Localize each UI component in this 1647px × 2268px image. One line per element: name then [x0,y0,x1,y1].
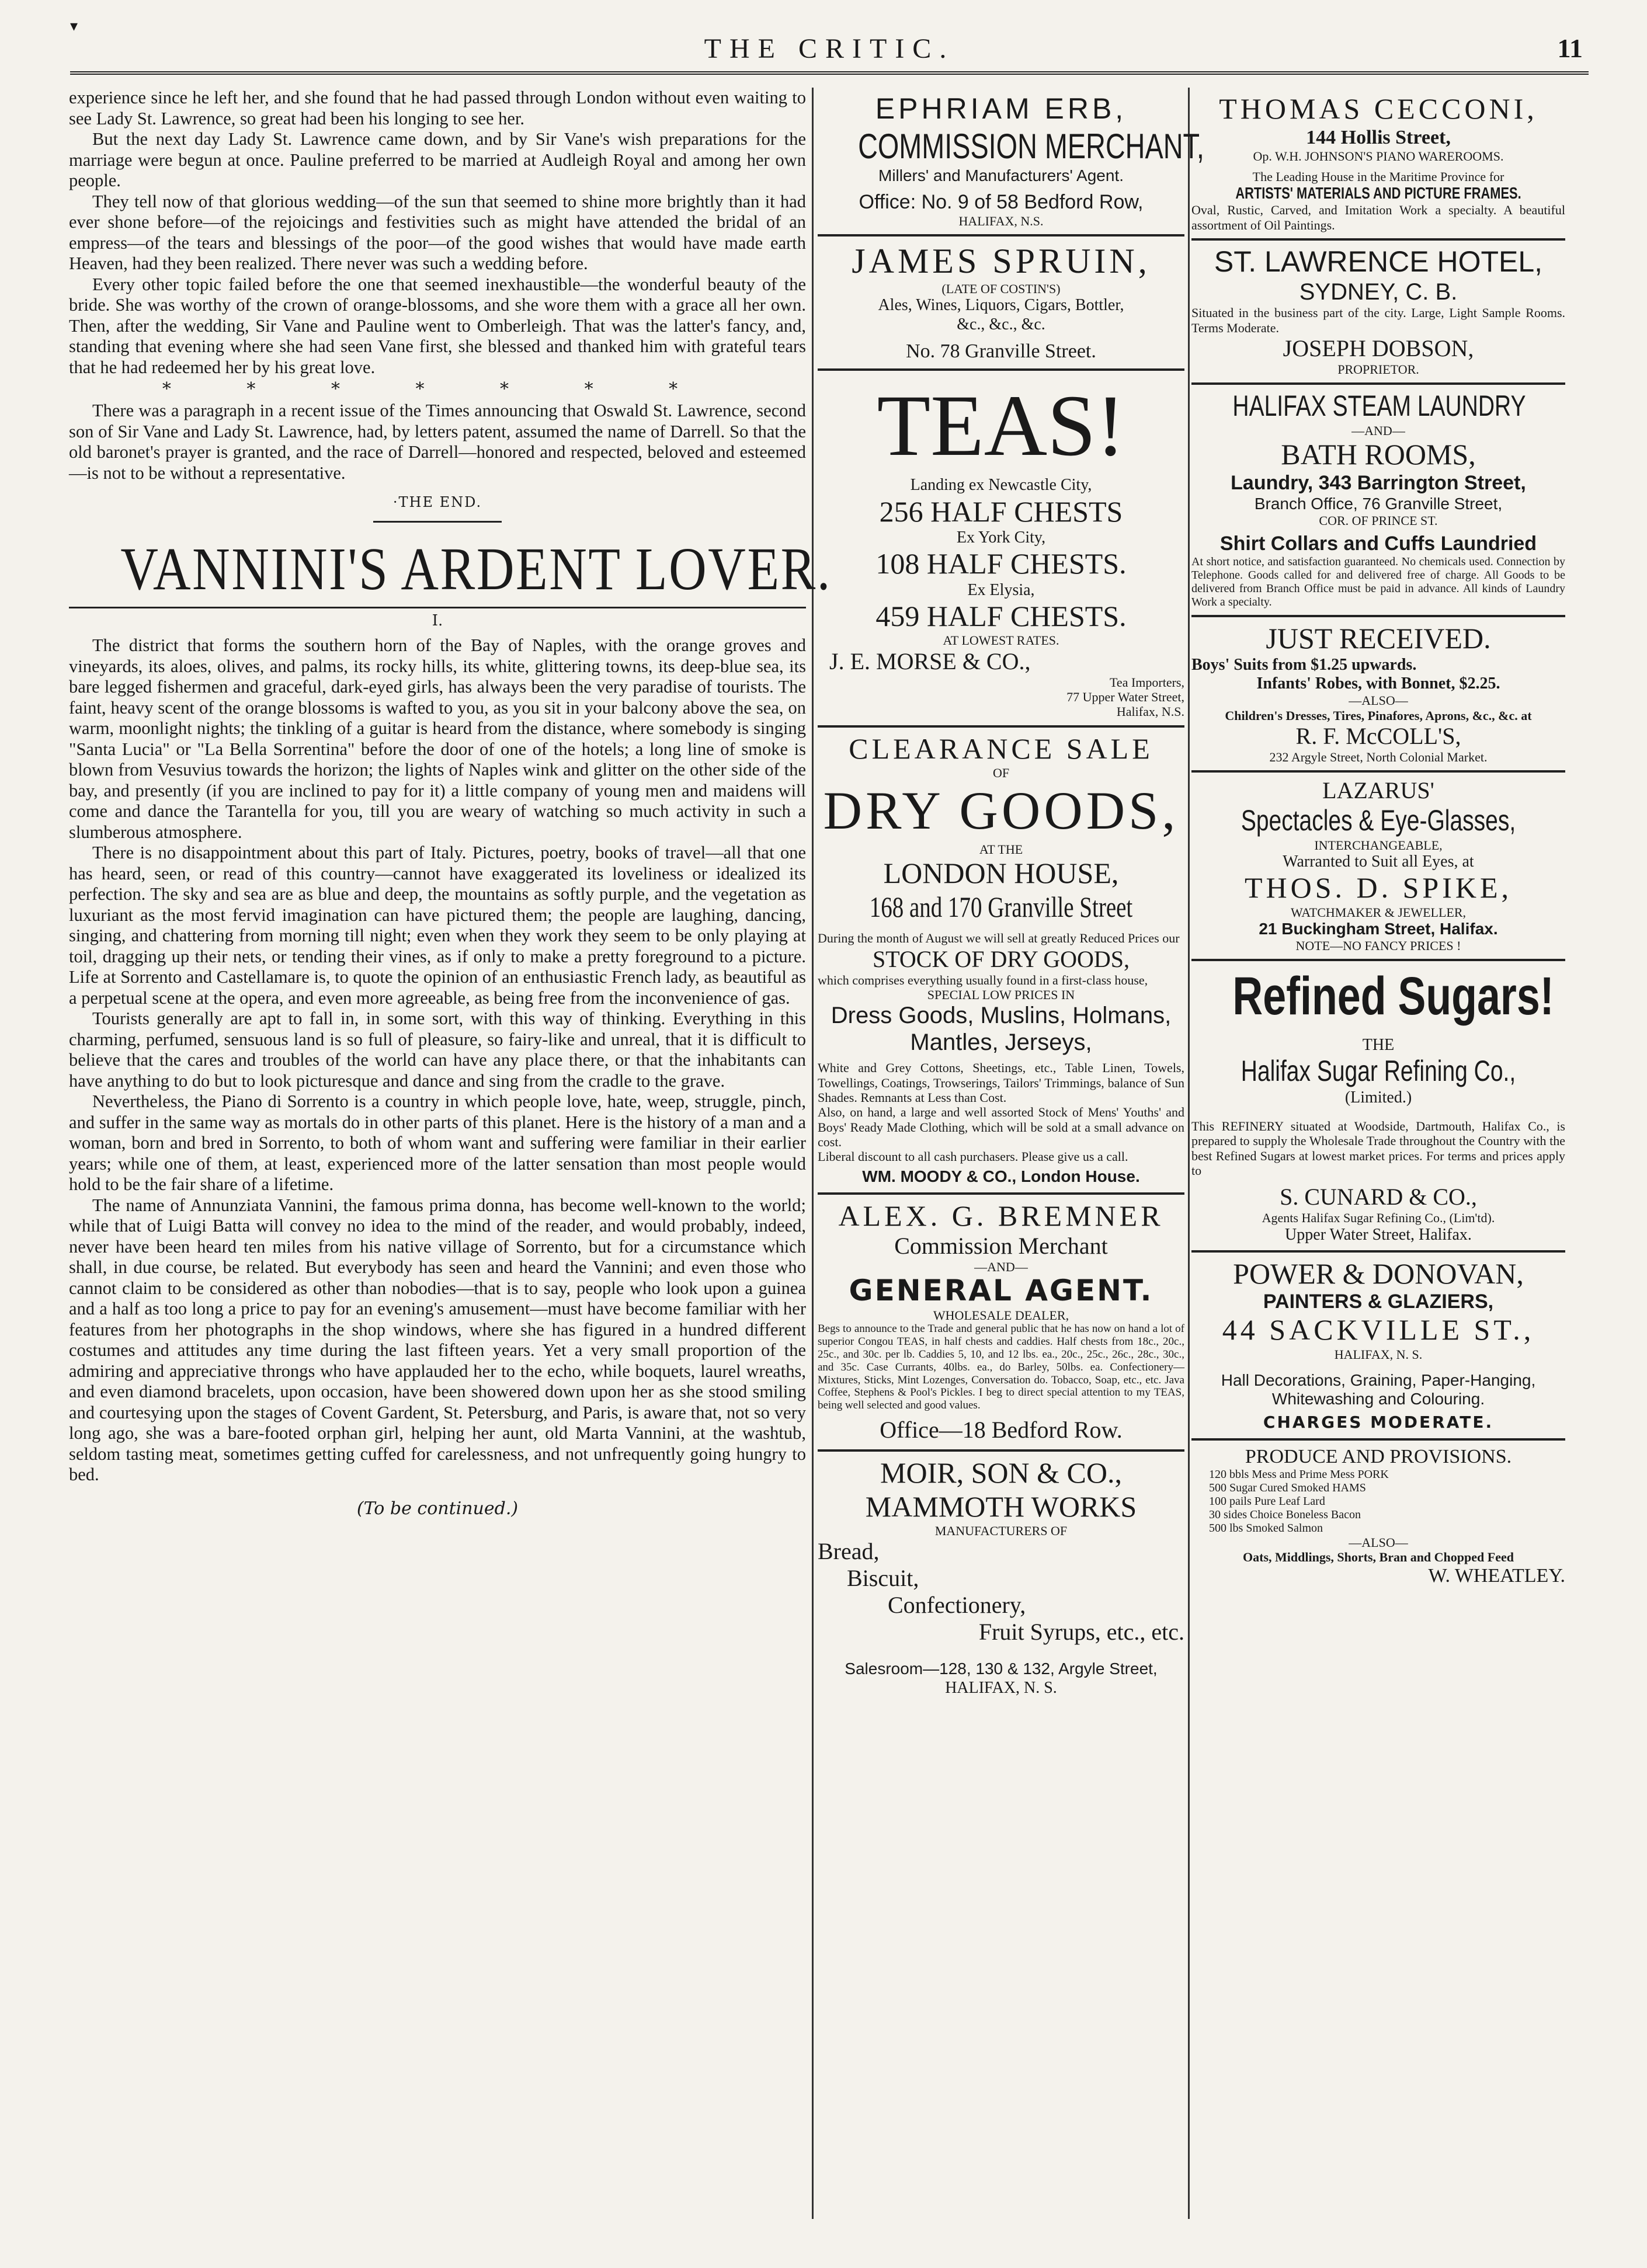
ad-text: Ex York City, [956,528,1046,547]
ad-text: HALIFAX, N.S. [958,213,1044,228]
column-rule-1 [812,88,814,2219]
ad-text: PAINTERS & GLAZIERS, [1263,1290,1494,1313]
story-paragraph: There was a paragraph in a recent issue of the Times announcing that Oswald St. Lawrence, second son of Sir Vane and Lady St. Lawrence, had, by letters patent, assumed the name of Darrell. So that the old baronet's prayer is granted, and the race of Darrell—honored and respected, beloved and esteemed—is not to be without a representative. [69,401,806,483]
ad-text: 500 Sugar Cured Smoked HAMS [1209,1481,1366,1494]
ad-heading: BATH ROOMS, [1281,438,1476,471]
ad-text: —ALSO— [1349,693,1408,708]
ad-text: SPECIAL LOW PRICES IN [927,987,1075,1003]
ad-text: The Leading House in the Maritime Province for [1252,169,1504,184]
ad-ephriam-erb [818,88,1204,236]
ad-text: OF [992,766,1010,781]
ad-spectacles [1191,773,1565,961]
ad-text: AT THE [979,842,1023,857]
ad-text: Bread, [818,1538,880,1565]
ad-text: WATCHMAKER & JEWELLER, [1290,905,1467,920]
ad-text: Begs to announce to the Trade and general public that he has now on hand a lot of superior Congou TEAS, in half chests and caddies. Half chests from 18c., 20c., 25c., and 30c. per lb. Caddies 5, 10, and 12 lbs. ea., 20c., 25c., 26c., 28c., 30c., and 35c. Case Currants, 40lbs. ea., do Barley, 50lbs. ea. Confectionery—Mixtures, Sticks, Mint Lozenges, Conversation do. Tobacco, Soap, etc., etc. Java Coffee, Stephens & Pool's Pickles. I beg to direct special attention to my TEAS, being well selected and good values. [818,1323,1184,1412]
ad-text: Oval, Rustic, Carved, and Imitation Work a specialty. A beautiful assortment of Oil Paintings. [1191,203,1565,232]
ad-text: (LATE OF COSTIN'S) [941,281,1061,297]
ad-text: Ex Elysia, [967,580,1035,599]
ad-clearance-sale [818,728,1184,1195]
ad-text: Ales, Wines, Liquors, Cigars, Bottler, [878,296,1124,315]
ad-text: 77 Upper Water Street, [1066,690,1184,704]
ad-heading: S. CUNARD & CO., [1280,1184,1477,1210]
ad-heading: R. F. McCOLL'S, [1295,722,1461,749]
ad-text: Halifax, N.S. [1116,704,1184,719]
ad-bremner [818,1195,1184,1452]
ad-heading: Refined Sugars! [1232,966,1554,1027]
ad-text: White and Grey Cottons, Sheetings, etc., Table Linen, Towels, Towellings, Coatings, Trowserings, Tailors' Trimmings, balance of Sun Shades. Remnants at Less than Cost. [818,1060,1184,1105]
page-number: 11 [1557,33,1583,63]
ad-heading: POWER & DONOVAN, [1233,1257,1524,1290]
ad-heading: LONDON HOUSE, [883,857,1119,890]
ad-heading: JAMES SPRUIN, [852,242,1151,281]
story-paragraph: But the next day Lady St. Lawrence came down, and by Sir Vane's wish preparations for the marriage were begun at once. Pauline preferred to be married at Audleigh Royal and among her own people. [69,129,806,190]
story-paragraph: There is no disappointment about this part of Italy. Pictures, poetry, books of travel—all that one has heard, seen, or read of this country—cannot have exaggerated its loveliness or idealized its perfection. The sky and sea are as blue and deep, the mountains as softly purple, and the vegetation as luxuriant as the most fervid imagination can have pictured them; the people are laughing, dancing, singing, and chattering from morning till night; even when they work they seem to be only playing at toil, dragging up their nets, or tending their vines, as if only to make a pretty foreground to a picture. Life at Sorrento and Castellamare is, to quote the opinion of an enthusiastic French lady, as beautiful as a perpetual scene at the opera, and even more agreeable, as being free from the inconvenience of gas. [69,843,806,1008]
ad-heading: TEAS! [877,377,1125,474]
ad-heading: ST. LAWRENCE HOTEL, [1214,245,1543,278]
ad-text: INTERCHANGEABLE, [1314,837,1443,853]
ad-text: No. 78 Granville Street. [906,340,1096,362]
chapter-number: I. [432,612,443,629]
ad-text: MANUFACTURERS OF [934,1523,1068,1539]
ad-text: Tea Importers, [1110,674,1184,690]
ad-text: Warranted to Suit all Eyes, at [1283,852,1474,871]
ad-heading: SYDNEY, C. B. [1299,279,1458,305]
ad-heading: CLEARANCE SALE [849,732,1153,765]
newspaper-title: THE CRITIC. [704,33,955,64]
ad-heading: STOCK OF DRY GOODS, [872,945,1130,972]
ad-heading: MOIR, SON & CO., [880,1456,1122,1490]
ad-text: 500 lbs Smoked Salmon [1209,1521,1323,1535]
separator-rule [373,521,502,523]
ad-produce-provisions [1191,1441,1565,1594]
ad-mccolls [1191,617,1565,773]
ad-thomas-cecconi [1191,88,1565,241]
ad-teas [818,371,1184,728]
ad-power-donovan [1191,1253,1565,1441]
ad-heading: Spectacles & Eye-Glasses, [1241,804,1516,837]
story-paragraph: The district that forms the southern horn of the Bay of Naples, with the orange groves and vineyards, its aloes, olives, and palms, its rocky hills, its white, glittering towns, its deep-blue sea, its bare legged fishermen and graceful, dark-eyed girls, has always been the very paradise of tourists. The faint, heavy scent of the orange blossoms is wafted to you, as you sit in your balcony above the sea, on warm, moonlight nights; the tinkling of a guitar is heard from the distance, where somebody is singing "Santa Lucia" or "La Bella Sorrentina" before the door of one of the hotels; a long line of smoke is blown from Vesuvius towards the horizon; the lights of Naples wink and glitter on the other side of the bay, and presently (if you are inclined to pay for it) a little company of young men and maidens will come and dance the Tarantella for you, till you are weary of watching so much activity in such a slumberous atmosphere. [69,635,806,842]
ad-text: Fruit Syrups, etc., etc. [978,1619,1184,1646]
ad-firm: WM. MOODY & CO., London House. [862,1167,1140,1186]
ad-heading: Commission Merchant [894,1233,1108,1260]
ad-text: 100 pails Pure Leaf Lard [1209,1494,1325,1508]
ad-text: AT LOWEST RATES. [943,633,1059,648]
the-end-label: ·THE END. [392,494,482,510]
ad-text: Oats, Middlings, Shorts, Bran and Chopped Feed [1243,1550,1514,1565]
ad-heading: JUST RECEIVED. [1266,622,1491,655]
ad-text: Office—18 Bedford Row. [880,1417,1123,1443]
ad-heading: MAMMOTH WORKS [865,1490,1137,1523]
ad-text: (Limited.) [1344,1088,1412,1107]
ad-text: 144 Hollis Street, [1306,126,1451,148]
ad-text: —AND— [974,1260,1028,1275]
ad-text: PROPRIETOR. [1337,362,1419,377]
ad-text: Laundry, 343 Barrington Street, [1231,471,1526,494]
ad-heading: 168 and 170 Granville Street [869,890,1133,923]
ad-text: Salesroom—128, 130 & 132, Argyle Street, [845,1660,1158,1678]
ad-heading: ALEX. G. BREMNER [838,1199,1164,1232]
ad-text: Branch Office, 76 Granville Street, [1254,494,1503,513]
ad-heading: COMMISSION MERCHANT, [858,126,1204,166]
ad-firm: W. WHEATLEY. [1428,1565,1565,1587]
ad-text: 21 Buckingham Street, Halifax. [1259,919,1498,938]
ad-text: HALIFAX, N. S. [1334,1347,1423,1362]
story-title: VANNINI'S ARDENT LOVER. [120,535,832,603]
ad-text: —AND— [1351,423,1405,438]
ad-heading: EPHRIAM ERB, [875,92,1127,125]
ad-text: Also, on hand, a large and well assorted Stock of Mens' Youths' and Boys' Ready Made Clothing, which will be sold at a small advance on cost. [818,1105,1184,1149]
story-column [69,88,832,1519]
ad-heading: GENERAL AGENT. [849,1274,1153,1308]
ad-heading: LAZARUS' [1322,777,1434,804]
ad-text: Infants' Robes, with Bonnet, $2.25. [1256,674,1500,693]
ad-text: Op. W.H. JOHNSON'S PIANO WAREROOMS. [1253,148,1504,164]
corner-mark: ▾ [70,18,78,35]
ad-text: Liberal discount to all cash purchasers. Please give us a call. [818,1149,1128,1164]
masthead [70,30,1589,75]
ad-heading: HALIFAX STEAM LAUNDRY [1232,389,1526,423]
ad-heading: Dress Goods, Muslins, Holmans, Mantles, Jerseys, [831,1003,1172,1056]
story-paragraph: They tell now of that glorious wedding—of the sun that seemed to shine more brightly than it had ever shone before—of the rejoicings and festivities such as might have attended the bridal of an empress—of the tears and blessings of the poor—of the good wishes that would have made earth Heaven, had they been realized. There never was such a wedding before. [69,191,806,273]
story-paragraph: Nevertheless, the Piano di Sorrento is a country in which people love, hate, weep, struggle, pinch, and suffer in the same way as mortals do in other parts of this planet. Here is the history of a man and a woman, born and bred in Sorrento, to both of whom want and suffering were familiar in their earlier years; while one of them, at least, experienced more of the latter sensation than most people would hold to be the fair share of a lifetime. [69,1091,806,1194]
ad-heading: 108 HALF CHESTS. [875,547,1127,580]
story-paragraph: Tourists generally are apt to fall in, in some sort, with this way of thinking. Everything in this charming, perfumed, sensuous land is so full of pleasure, so fairy-like and unreal, that it is difficult to believe that the cares and troubles of the world can have any place there, or that the inhabitants can have anything to do but to look picturesque and dance and sing from the cradle to the grave. [69,1008,806,1091]
ad-text: Biscuit, [847,1565,919,1592]
ad-heading: 256 HALF CHESTS [879,495,1123,528]
ad-text: THE [1362,1036,1395,1055]
ad-text: Situated in the business part of the city. Large, Light Sample Rooms. Terms Moderate. [1191,305,1565,335]
story-paragraph: Every other topic failed before the one that seemed inexhaustible—the wonderful beauty of the bride. She was worthy of the crown of orange-blossoms, and she wore them with a grace all her own. Then, after the wedding, Sir Vane and Pauline went to Omberleigh. That was the latter's fancy, and, standing that evening where she had seen Vane first, she blessed and thanked him with grateful tears that he had redeemed her by his great love. [69,274,806,377]
ad-text: Hall Decorations, Graining, Paper-Hanging, Whitewashing and Colouring. [1221,1371,1536,1408]
column-rule-2 [1188,88,1190,2219]
ad-text: Landing ex Newcastle City, [910,476,1092,495]
ad-heading: Halifax Sugar Refining Co., [1241,1055,1516,1088]
ad-text: Office: No. 9 of 58 Bedford Row, [859,190,1144,213]
ad-text: This REFINERY situated at Woodside, Dartmouth, Halifax Co., is prepared to supply the Wholesale Trade throughout the Country with the best Refined Sugars at lowest market prices. For terms and prices apply to [1191,1119,1565,1178]
ad-steam-laundry [1191,385,1565,617]
ad-heading: JOSEPH DOBSON, [1283,335,1474,362]
ad-st-lawrence-hotel [1191,241,1565,385]
ad-refined-sugars [1191,961,1565,1252]
ad-firm: J. E. MORSE & CO., [829,648,1031,674]
section-stars: * * * * * * * [162,379,713,399]
ad-text: —ALSO— [1349,1535,1408,1550]
ad-text: Upper Water Street, Halifax. [1285,1225,1472,1244]
ad-text: Boys' Suits from $1.25 upwards. [1191,655,1417,674]
story-paragraph: The name of Annunziata Vannini, the famous prima donna, has become well-known to the world; while that of Luigi Batta will convey no idea to the mind of the reader, and would probably, indeed, never have been heard ten miles from his native village of Sorrento, but for a circumstance which shall, in due course, be related. But everybody has seen and heard the Vannini; and even those who cannot claim to be considered as other than nobodies—that is to say, people who look upon a guinea and a half as too long a price to pay for an evening's amusement—must have become familiar with her features from her photographs in the shop windows, where she has figured in a hundred different costumes and attitudes any time during the last fifteen years. Yet a very small proportion of the admiring and appreciative throngs who have applauded her to the echo, while boquets, laurel wreaths, and even diamond bracelets, upon occasion, have been showered down upon her as she stood smiling and courtesying upon the stages of Covent Gardent, St. Petersburg, and Paris, is aware that, not so very long ago, she was a bare-footed orphan girl, helping her aunt, old Marta Vannini, at the washtub, seldom tasting meat, sometimes getting cuffed for carelessness, and not unfrequently going hungry to bed. [69,1195,806,1484]
ad-text: Children's Dresses, Tires, Pinafores, Aprons, &c., &c. at [1225,708,1532,723]
ad-text: WHOLESALE DEALER, [933,1307,1069,1323]
story-paragraph: experience since he left her, and she found that he had passed through London without even waiting to see Lady St. Lawrence, so great had been his longing to see her. [69,88,806,128]
ad-moir-son [818,1452,1184,1703]
ad-text: Agents Halifax Sugar Refining Co., (Lim'td). [1262,1210,1495,1226]
ad-heading: ARTISTS' MATERIALS AND PICTURE FRAMES. [1235,184,1521,203]
ad-text: &c., &c., &c. [957,315,1045,333]
ad-heading: THOMAS CECCONI, [1219,92,1538,125]
ad-heading: 459 HALF CHESTS. [875,599,1127,632]
ad-text: 232 Argyle Street, North Colonial Market. [1269,749,1488,764]
ad-text: At short notice, and satisfaction guaranteed. No chemicals used. Connection by Telephone. Goods called for and delivered free of charge. All Goods to be delivered from Branch Office must be paid in advance. All kinds of Laundry Work a specialty. [1191,555,1565,609]
ad-text: NOTE—NO FANCY PRICES ! [1295,938,1461,954]
ad-text: Millers' and Manufacturers' Agent. [878,166,1124,185]
ad-heading: THOS. D. SPIKE, [1244,871,1513,905]
ad-heading: DRY GOODS, [823,781,1179,841]
ad-text: COR. OF PRINCE ST. [1319,513,1438,528]
title-rule [69,607,806,608]
ads-column-right [1191,88,1565,1593]
ad-text: HALIFAX, N. S. [945,1678,1057,1697]
ad-text: 120 bbls Mess and Prime Mess PORK [1209,1467,1389,1481]
ads-column-middle [818,88,1204,1703]
ad-heading: 44 SACKVILLE ST., [1222,1313,1535,1347]
ad-text: During the month of August we will sell at greatly Reduced Prices our [818,931,1180,946]
ad-text: Confectionery, [888,1592,1026,1619]
ad-heading: Shirt Collars and Cuffs Laundried [1219,533,1537,555]
ad-heading: PRODUCE AND PROVISIONS. [1245,1445,1512,1467]
ad-text: which comprises everything usually found in a first-class house, [818,972,1148,987]
ad-text: CHARGES MODERATE. [1263,1413,1494,1432]
ad-james-spruin [818,236,1184,371]
ad-text: 30 sides Choice Boneless Bacon [1209,1508,1361,1521]
to-be-continued: (To be continued.) [356,1498,519,1519]
